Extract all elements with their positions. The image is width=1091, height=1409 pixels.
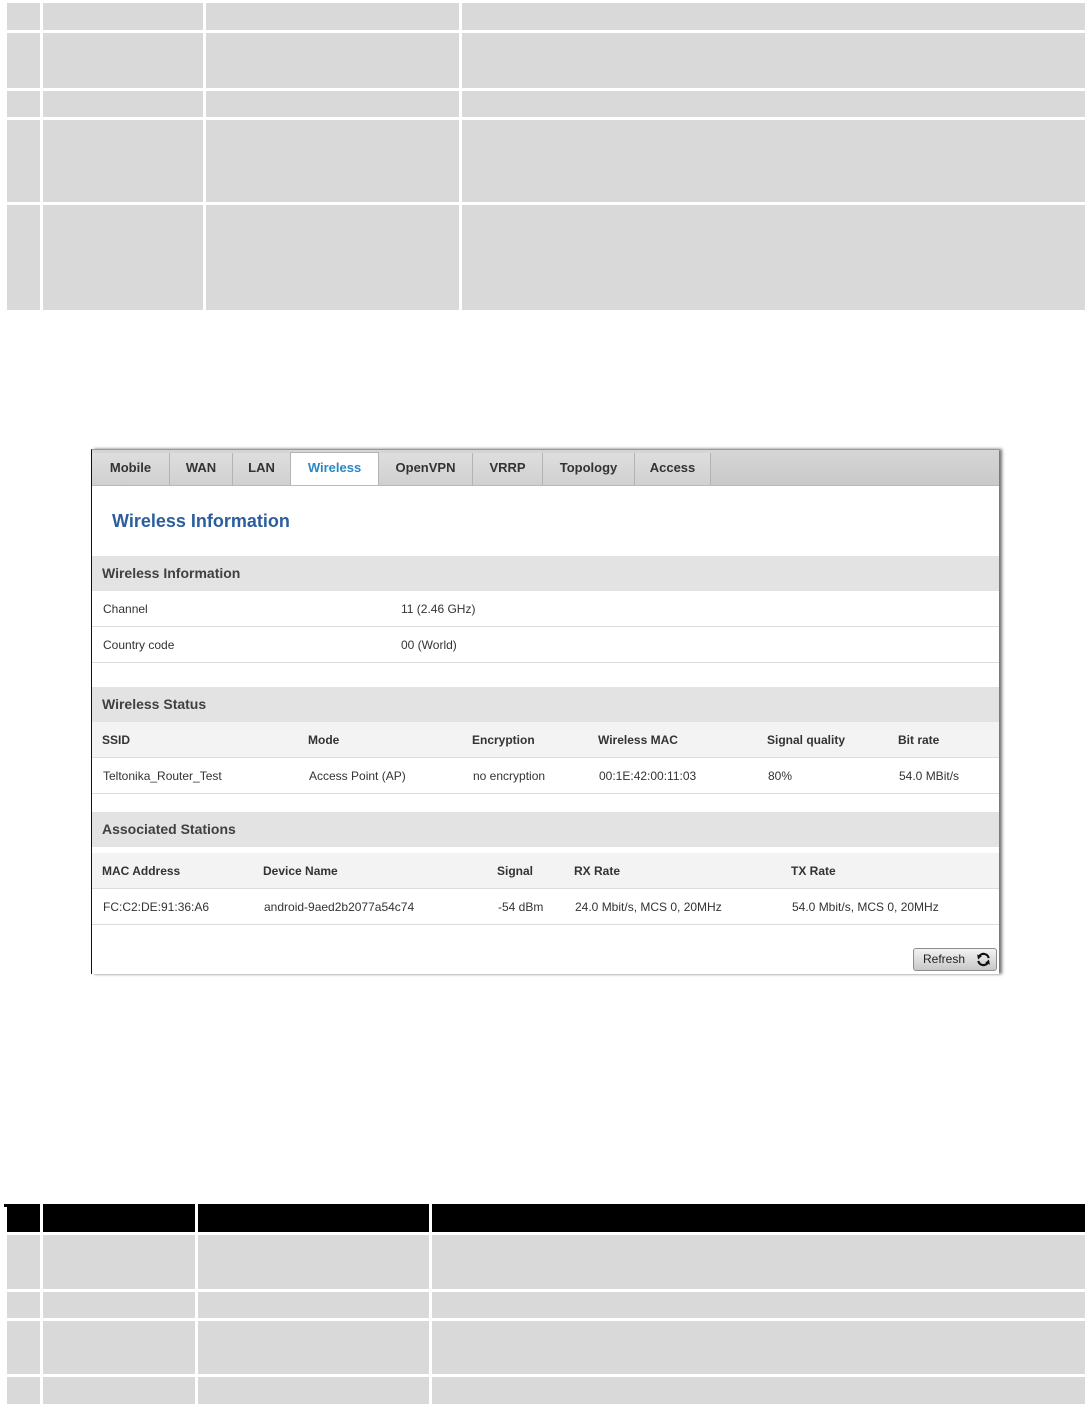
signal-quality-cell: 80% (768, 769, 793, 783)
column-header: Signal (497, 864, 534, 878)
tab-vrrp[interactable]: VRRP (473, 453, 543, 485)
column-header: RX Rate (574, 864, 621, 878)
associated-stations-header: Associated Stations (92, 812, 999, 847)
column-header: Wireless MAC (598, 733, 678, 747)
tab-openvpn[interactable]: OpenVPN (379, 453, 473, 485)
column-header: Bit rate (898, 733, 940, 747)
column-header: SSID (102, 733, 131, 747)
refresh-button[interactable] (913, 948, 997, 971)
doc-table-bottom (4, 1204, 1088, 1407)
device-name-cell: android-9aed2b2077a54c74 (264, 900, 415, 914)
stations-table-header (92, 853, 999, 889)
info-row-country (92, 627, 999, 663)
info-value: 11 (2.46 GHz) (401, 602, 476, 616)
tab-wan[interactable]: WAN (170, 453, 233, 485)
column-header: Mode (308, 733, 340, 747)
ssid-cell: Teltonika_Router_Test (103, 769, 222, 783)
column-header: Encryption (472, 733, 535, 747)
table-row (92, 758, 999, 794)
signal-cell: -54 dBm (498, 900, 544, 914)
wireless-status-header: Wireless Status (92, 687, 999, 722)
table-row (92, 889, 999, 925)
tab-mobile[interactable]: Mobile (92, 453, 170, 485)
info-row-channel (92, 591, 999, 627)
tab-lan[interactable]: LAN (233, 453, 291, 485)
tx-rate-cell: 54.0 Mbit/s, MCS 0, 20MHz (792, 900, 939, 914)
tab-topology[interactable]: Topology (543, 453, 635, 485)
info-value: 00 (World) (401, 638, 457, 652)
wireless-info-header: Wireless Information (92, 556, 999, 591)
status-table-header (92, 722, 999, 758)
info-label: Country code (103, 638, 175, 652)
tab-access[interactable]: Access (635, 453, 711, 485)
rx-rate-cell: 24.0 Mbit/s, MCS 0, 20MHz (575, 900, 722, 914)
column-header: Device Name (263, 864, 338, 878)
refresh-label: Refresh (923, 952, 966, 966)
column-header: Signal quality (767, 733, 846, 747)
tab-wireless[interactable]: Wireless (290, 452, 379, 485)
page-title: Wireless Information (112, 511, 290, 531)
router-status-panel (91, 449, 999, 974)
status-tab-bar (92, 450, 999, 486)
station-mac-cell: FC:C2:DE:91:36:A6 (103, 900, 210, 914)
refresh-icon (976, 952, 991, 967)
column-header: MAC Address (102, 864, 181, 878)
info-label: Channel (103, 602, 148, 616)
mac-cell: 00:1E:42:00:11:03 (599, 769, 697, 783)
mode-cell: Access Point (AP) (309, 769, 406, 783)
encryption-cell: no encryption (473, 769, 546, 783)
column-header: TX Rate (791, 864, 836, 878)
bit-rate-cell: 54.0 MBit/s (899, 769, 960, 783)
doc-table-top (4, 0, 1088, 313)
